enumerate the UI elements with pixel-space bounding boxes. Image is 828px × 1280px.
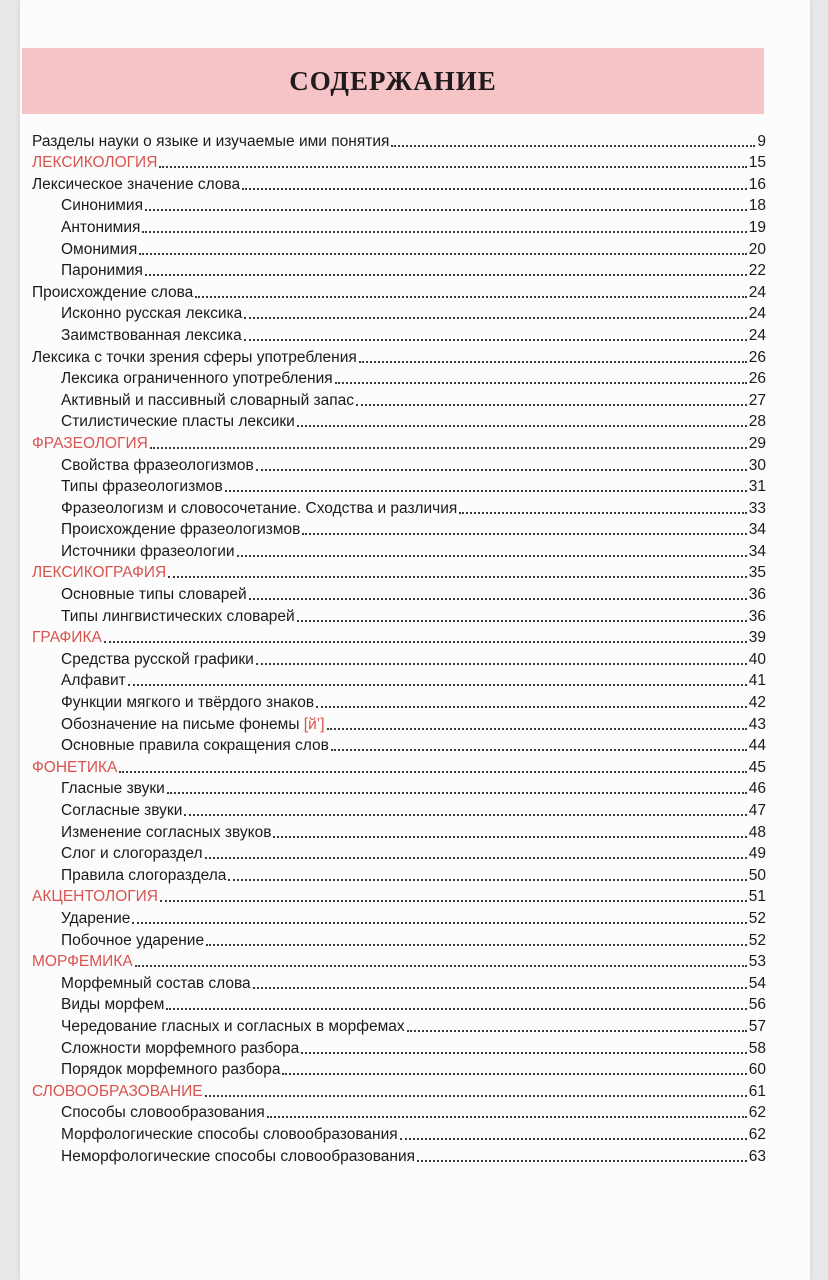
toc-section-title: [32, 628, 102, 647]
toc-title-text: Ударение: [61, 909, 131, 927]
toc-title-text: Побочное ударение: [61, 931, 205, 949]
dot-leader: [225, 490, 747, 492]
toc-page-number: 9: [757, 132, 766, 150]
toc-entry-row: [32, 993, 766, 1015]
dot-leader: [206, 944, 747, 946]
toc-entry-title: [61, 1039, 299, 1058]
dot-leader: [400, 1138, 747, 1140]
toc-page-number: 51: [748, 888, 766, 906]
toc-page-number: 45: [748, 758, 766, 776]
toc-entry-row: [32, 1058, 766, 1080]
toc-page-number: 52: [748, 909, 766, 927]
dot-leader: [244, 339, 747, 341]
toc-entry-row: [32, 777, 766, 799]
toc-page-number: 27: [748, 391, 766, 409]
toc-title-text: ЛЕКСИКОГРАФИЯ: [32, 564, 167, 582]
toc-title-text: Разделы науки о языке и изучаемые ими понятия: [32, 132, 390, 150]
dot-leader: [359, 361, 747, 363]
dot-leader: [249, 598, 747, 600]
toc-title-text: Виды морфем: [61, 996, 165, 1014]
dot-leader: [459, 512, 747, 514]
toc-title-text: Типы лингвистических словарей: [61, 607, 295, 625]
toc-entry-title: [61, 369, 333, 388]
toc-title-text: Основные правила сокращения слов: [61, 737, 329, 755]
toc-entry-row: [32, 1014, 766, 1036]
toc-title-text: Стилистические пласты лексики: [61, 413, 295, 431]
toc-page-number: 34: [748, 542, 766, 560]
toc-page-number: 29: [748, 434, 766, 452]
toc-entry-row: [32, 539, 766, 561]
toc-section-row: [32, 950, 766, 972]
toc-entry-row: [32, 1101, 766, 1123]
dot-leader: [145, 209, 747, 211]
toc-page-number: 15: [748, 154, 766, 172]
toc-title-text: Типы фразеологизмов: [61, 478, 223, 496]
toc-page-number: 36: [748, 607, 766, 625]
toc-title-text: Изменение согласных звуков: [61, 823, 272, 841]
toc-entry-row: [32, 1122, 766, 1144]
toc-entry-title: [61, 261, 143, 280]
toc-entry-row: [32, 388, 766, 410]
toc-title-text: МОРФЕМИКА: [32, 953, 133, 971]
toc-page-number: 43: [748, 715, 766, 733]
toc-title-text: Способы словообразования: [61, 1104, 265, 1122]
toc-page-number: 60: [748, 1061, 766, 1079]
toc-title-text: Алфавит: [61, 672, 126, 690]
toc-entry-title: [61, 909, 130, 928]
toc-title-text: Порядок морфемного разбора: [61, 1061, 281, 1079]
toc-page-number: 48: [748, 823, 766, 841]
toc-entry-row: [32, 237, 766, 259]
toc-page-number: 30: [748, 456, 766, 474]
toc-page-number: 58: [748, 1039, 766, 1057]
toc-entry-row: [32, 518, 766, 540]
dot-leader: [356, 404, 747, 406]
dot-leader: [256, 663, 747, 665]
toc-page-number: 47: [748, 802, 766, 819]
toc-page-number: 46: [748, 780, 766, 798]
toc-entry-title: [32, 348, 357, 367]
toc-title-text: Неморфологические способы словообразования: [61, 1147, 416, 1165]
toc-page-number: 62: [748, 1104, 766, 1122]
toc-title-text: Синонимия: [61, 197, 143, 215]
dot-leader: [335, 382, 747, 384]
toc-entry-row: [32, 280, 766, 302]
toc-entry-title: [61, 1103, 265, 1122]
toc-section-row: [32, 431, 766, 453]
toc-entry-title: [61, 585, 247, 604]
toc-section-row: [32, 561, 766, 583]
toc-title-text: СЛОВООБРАЗОВАНИЕ: [32, 1082, 203, 1100]
toc-entry-row: [32, 475, 766, 497]
toc-page-number: 36: [748, 586, 766, 604]
dot-leader: [166, 1008, 746, 1010]
toc-page-number: 16: [748, 175, 766, 193]
dot-leader: [297, 425, 747, 427]
dot-leader: [167, 792, 747, 794]
toc-title-text: Слог и слогораздел: [61, 845, 203, 863]
toc-title-text: ЛЕКСИКОЛОГИЯ: [32, 154, 158, 172]
toc-section-title: [32, 1082, 203, 1101]
toc-page-number: 35: [748, 564, 766, 582]
toc-page-number: 44: [748, 737, 766, 755]
dot-leader: [391, 145, 755, 147]
toc-entry-title: [61, 823, 271, 842]
toc-entry-title: [61, 326, 242, 345]
toc-entry-row: [32, 323, 766, 345]
toc-section-title: [32, 952, 133, 971]
toc-entry-row: [32, 798, 766, 820]
dot-leader: [282, 1073, 746, 1075]
toc-title-text: ФОНЕТИКА: [32, 758, 118, 776]
toc-entry-title: [61, 671, 126, 690]
toc-section-title: [32, 563, 166, 582]
toc-entry-title: [61, 1147, 415, 1166]
toc-page-number: 24: [748, 283, 766, 301]
toc-entry-row: [32, 971, 766, 993]
toc-title-text: Обозначение на письме фонемы: [61, 715, 300, 733]
toc-title-text: Происхождение слова: [32, 283, 194, 301]
dot-leader: [407, 1030, 747, 1032]
dot-leader: [237, 555, 747, 557]
toc-page-number: 52: [748, 931, 766, 949]
dot-leader: [273, 836, 746, 838]
dot-leader: [150, 447, 747, 449]
toc-page-number: 54: [748, 974, 766, 992]
toc-title-text: Чередование гласных и согласных в морфемах: [61, 1017, 405, 1035]
toc-page-number: 24: [748, 305, 766, 323]
dot-leader: [139, 253, 746, 255]
dot-leader: [135, 965, 747, 967]
toc-entry-row: [32, 172, 766, 194]
toc-entry-title: [61, 801, 182, 820]
toc-entry-title: [61, 995, 164, 1014]
toc-entry-title: [61, 779, 165, 798]
toc-section-row: [32, 1079, 766, 1101]
toc-entry-title: [61, 974, 251, 993]
toc-title-text: Омонимия: [61, 240, 138, 258]
dot-leader: [132, 922, 746, 924]
toc-entry-row: [32, 647, 766, 669]
toc-section-title: [32, 758, 117, 777]
toc-entry-row: [32, 410, 766, 432]
table-of-contents: [32, 129, 766, 1166]
toc-entry-row: [32, 259, 766, 281]
toc-page-number: 50: [748, 866, 766, 884]
toc-page-number: 31: [748, 478, 766, 496]
toc-page-number: 53: [748, 953, 766, 971]
toc-entry-title: [61, 499, 457, 518]
toc-entry-row: [32, 712, 766, 734]
dot-leader: [302, 533, 746, 535]
toc-entry-row: [32, 820, 766, 842]
dot-leader: [316, 706, 747, 708]
dot-leader: [205, 857, 747, 859]
toc-entry-row: [32, 194, 766, 216]
dot-leader: [205, 1095, 747, 1097]
dot-leader: [104, 641, 747, 643]
toc-entry-row: [32, 496, 766, 518]
toc-title-text: Морфемный состав слова: [61, 974, 251, 992]
toc-page-number: 19: [748, 218, 766, 236]
toc-entry-title: [32, 132, 389, 151]
toc-entry-title: [61, 607, 295, 626]
toc-entry-row: [32, 215, 766, 237]
dot-leader: [145, 274, 747, 276]
dot-leader: [331, 749, 747, 751]
toc-entry-title: [61, 304, 242, 323]
toc-entry-row: [32, 604, 766, 626]
toc-page-number: 26: [748, 370, 766, 388]
toc-entry-row: [32, 367, 766, 389]
phoneme-symbol: [й’]: [303, 715, 325, 733]
toc-title-text: Фразеологизм и словосочетание. Сходства и различия: [61, 499, 458, 517]
toc-entry-title: [61, 218, 140, 237]
dot-leader: [297, 620, 747, 622]
toc-entry-title: [61, 931, 204, 950]
toc-section-row: [32, 626, 766, 648]
toc-entry-title: [61, 844, 203, 863]
dot-leader: [184, 814, 746, 816]
toc-entry-title: [61, 240, 137, 259]
toc-title-text: Источники фразеологии: [61, 542, 235, 560]
toc-title-text: Функции мягкого и твёрдого знаков: [61, 694, 315, 712]
toc-title-text: ФРАЗЕОЛОГИЯ: [32, 434, 148, 452]
toc-section-title: [32, 434, 148, 453]
toc-page-number: 39: [748, 629, 766, 647]
toc-title-text: Сложности морфемного разбора: [61, 1039, 300, 1057]
toc-entry-row: [32, 734, 766, 756]
toc-page-number: 28: [748, 413, 766, 431]
toc-entry-row: [32, 1036, 766, 1058]
toc-page-number: 41: [748, 672, 766, 690]
toc-page-number: 57: [748, 1017, 766, 1035]
toc-page-number: 49: [748, 845, 766, 863]
toc-entry-title: [61, 520, 300, 539]
toc-entry-title: [61, 693, 314, 712]
dot-leader: [168, 576, 747, 578]
toc-title-text: Основные типы словарей: [61, 586, 247, 604]
toc-page-number: 63: [748, 1147, 766, 1165]
dot-leader: [327, 728, 747, 730]
toc-page-number: 18: [748, 197, 766, 215]
toc-title-text: Заимствованная лексика: [61, 326, 242, 344]
toc-entry-title: [32, 283, 193, 302]
toc-page-number: 33: [748, 499, 766, 517]
toc-section-row: [32, 755, 766, 777]
toc-title-text: Антонимия: [61, 218, 141, 236]
dot-leader: [253, 987, 747, 989]
toc-entry-row: [32, 928, 766, 950]
toc-title-text: Морфологические способы словообразования: [61, 1125, 398, 1143]
toc-title-text: Согласные звуки: [61, 802, 183, 819]
toc-entry-row: [32, 345, 766, 367]
dot-leader: [128, 684, 747, 686]
toc-entry-title: [61, 412, 295, 431]
toc-title-text: АКЦЕНТОЛОГИЯ: [32, 888, 158, 906]
toc-entry-row: [32, 842, 766, 864]
toc-title-text: Паронимия: [61, 262, 143, 280]
toc-page-number: 22: [748, 262, 766, 280]
toc-entry-row: [32, 690, 766, 712]
book-page: [20, 0, 810, 1280]
toc-entry-row: [32, 582, 766, 604]
dot-leader: [267, 1116, 747, 1118]
page-title: СОДЕРЖАНИЕ: [289, 65, 497, 96]
toc-page-number: 61: [748, 1082, 766, 1100]
toc-title-text: Средства русской графики: [61, 650, 254, 668]
dot-leader: [417, 1160, 747, 1162]
dot-leader: [242, 188, 747, 190]
toc-section-title: [32, 153, 157, 172]
toc-page-number: 26: [748, 348, 766, 366]
dot-leader: [160, 900, 747, 902]
dot-leader: [256, 469, 747, 471]
toc-title-text: Происхождение фразеологизмов: [61, 521, 301, 539]
dot-leader: [228, 879, 746, 881]
toc-page-number: 56: [748, 996, 766, 1014]
toc-page-number: 34: [748, 521, 766, 539]
toc-entry-title: [61, 477, 223, 496]
toc-page-number: 40: [748, 650, 766, 668]
heading-banner: [22, 48, 764, 114]
toc-entry-title: [61, 542, 235, 561]
dot-leader: [159, 166, 746, 168]
toc-entry-title: [61, 1060, 280, 1079]
toc-title-text: Лексика с точки зрения сферы употребления: [32, 348, 357, 366]
toc-title-text: ГРАФИКА: [32, 629, 102, 647]
toc-entry-title: [61, 866, 226, 885]
toc-entry-title: [61, 715, 325, 734]
toc-entry-title: [61, 196, 143, 215]
toc-entry-title: [61, 736, 329, 755]
toc-title-text: Лексическое значение слова: [32, 175, 241, 193]
toc-entry-title: [61, 1017, 405, 1036]
toc-entry-row: [32, 906, 766, 928]
dot-leader: [301, 1052, 746, 1054]
toc-entry-title: [32, 175, 240, 194]
toc-entry-title: [61, 456, 254, 475]
toc-entry-title: [61, 650, 254, 669]
toc-entry-row: [32, 669, 766, 691]
dot-leader: [142, 231, 746, 233]
toc-page-number: 42: [748, 694, 766, 712]
toc-entry-title: [61, 391, 354, 410]
toc-page-number: 62: [748, 1125, 766, 1143]
toc-title-text: Активный и пассивный словарный запас: [61, 391, 355, 409]
toc-entry-row: [32, 302, 766, 324]
toc-entry-row: [32, 1144, 766, 1166]
toc-title-text: Гласные звуки: [61, 780, 165, 798]
dot-leader: [195, 296, 746, 298]
toc-title-text: Лексика ограниченного употребления: [61, 370, 333, 388]
toc-title-text: Свойства фразеологизмов: [61, 456, 254, 474]
toc-entry-title: [61, 1125, 398, 1144]
toc-title-text: Правила слогораздела: [61, 866, 227, 884]
toc-section-title: [32, 887, 158, 906]
toc-section-row: [32, 885, 766, 907]
toc-entry-row: [32, 453, 766, 475]
toc-entry-row: [32, 129, 766, 151]
toc-title-text: Исконно русская лексика: [61, 305, 243, 323]
dot-leader: [244, 317, 747, 319]
dot-leader: [119, 771, 746, 773]
toc-page-number: 24: [748, 326, 766, 344]
toc-page-number: 20: [748, 240, 766, 258]
toc-section-row: [32, 151, 766, 173]
toc-entry-row: [32, 863, 766, 885]
